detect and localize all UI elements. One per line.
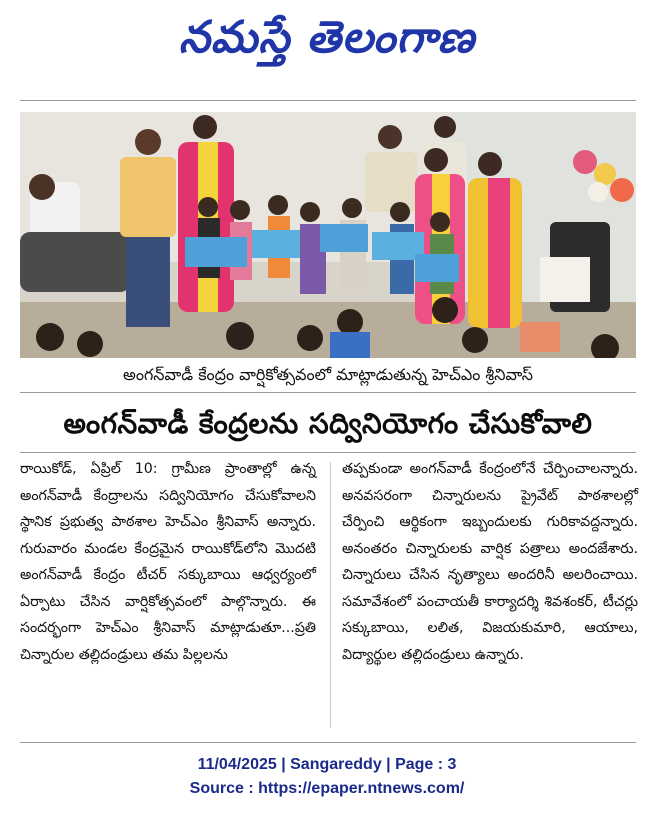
article-body-left-column: రాయికోడ్, ఏప్రిల్ 10: గ్రామీణ ప్రాంతాల్లో ఉన్న అంగన్‌వాడీ కేంద్రాలను సద్వినియోగం చేసుకోవాలని స్థానిక ప్రభుత్వ పాఠశాల హెచ్ఎం శ్రీనివాస్ అన్నారు. గురువారం మండల కేంద్రమైన రాయికోడ్‌లోని మొదటి అంగన్‌వాడీ కేంద్రం టీచర్ సక్కుబాయి ఆధ్వర్యంలో ఏర్పాటు చేసిన వార్షికోత్సవంలో పాల్గొన్నారు. ఈ సందర్భంగా హెచ్ఎం శ్రీనివాస్ మాట్లాడుతూ...ప్రతి చిన్నారుల తల్లిదండ్రులు తమ పిల్లలను <box>20 461 316 663</box>
edition-dateline: 11/04/2025 | Sangareddy | Page : 3 <box>197 756 457 773</box>
article-body-right-column: తప్పకుండా అంగన్‌వాడీ కేంద్రంలోనే చేర్పించాలన్నారు. అనవసరంగా చిన్నారులను ప్రైవేట్ పాఠశాలల్లో చేర్పించి ఆర్థికంగా ఇబ్బందులకు గురికావద్దన్నారు. అనంతరం చిన్నారులకు వార్షిక పత్రాలు అందజేశారు. చిన్నారులు చేసిన నృత్యాలు అందరినీ అలరించాయి. సమావేశంలో పంచాయతీ కార్యాదర్శి శివశంకర్, టీచర్లు సక్కుబాయి, లలిత, విజయకుమారి, ఆయాలు, విద్యార్థుల తల్లిదండ్రులు ఉన్నారు. <box>342 461 638 663</box>
photo-illustration <box>20 112 636 358</box>
article-headline: అంగన్‌వాడీ కేంద్రలను సద్వినియోగం చేసుకోవాలి <box>63 407 593 440</box>
caption-divider <box>20 392 636 393</box>
source-url: Source : https://epaper.ntnews.com/ <box>189 780 465 797</box>
masthead-divider <box>20 100 636 101</box>
column-divider <box>330 462 331 728</box>
newspaper-title: నమస్తే తెలంగాణ <box>178 12 476 63</box>
newspaper-masthead <box>0 6 654 80</box>
news-photo <box>20 112 636 358</box>
headline-divider <box>20 452 636 453</box>
article-bottom-divider <box>20 742 636 743</box>
photo-caption: అంగన్‌వాడీ కేంద్రం వార్షికోత్సవంలో మాట్లాడుతున్న హెచ్ఎం శ్రీనివాస్ <box>123 365 533 384</box>
